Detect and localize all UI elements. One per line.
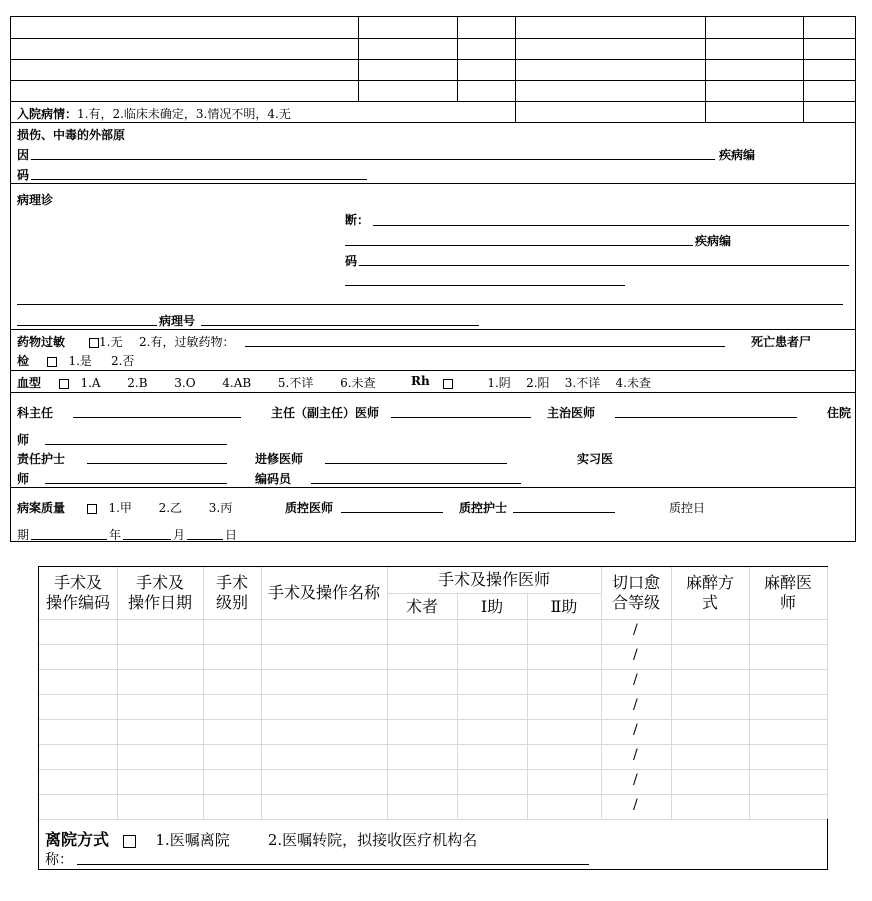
incision-slash[interactable]: / <box>633 797 638 813</box>
year-label: 年 <box>109 528 122 542</box>
incision-slash[interactable]: / <box>633 697 638 713</box>
qc-doctor-label: 质控医师 <box>285 501 334 515</box>
injury-code-label-2: 码 <box>17 168 30 182</box>
grid-line <box>11 80 855 81</box>
grid-line <box>39 619 827 620</box>
grid-line <box>515 17 516 122</box>
attending-field[interactable] <box>615 417 797 418</box>
intern-label-2: 师 <box>17 472 30 486</box>
checkbox-icon[interactable] <box>87 504 97 514</box>
grid-line <box>261 567 262 819</box>
discharge-label: 离院方式 <box>45 830 110 849</box>
incision-slash[interactable]: / <box>633 622 638 638</box>
nurse-label: 责任护士 <box>17 452 66 466</box>
attending-label: 主治医师 <box>547 406 596 420</box>
blood-options[interactable]: 1.A 2.B 3.O 4.AB 5.不详 6.未查 <box>59 374 376 391</box>
admission-label: 入院病情： <box>17 107 78 121</box>
grid-line <box>39 819 827 820</box>
nurse-field[interactable] <box>87 463 227 464</box>
grid-line <box>11 59 855 60</box>
incision-slash[interactable]: / <box>633 672 638 688</box>
trainee-field[interactable] <box>325 463 507 464</box>
pathology-code-field-2[interactable] <box>345 285 625 286</box>
pathology-code-field[interactable] <box>359 265 849 266</box>
allergy-opt1[interactable]: 1.无 <box>89 333 122 350</box>
rh-label: Rh <box>411 374 430 388</box>
section-divider <box>11 370 855 371</box>
allergy-label: 药物过敏 <box>17 335 66 349</box>
grid-line <box>527 593 528 819</box>
resident-field[interactable] <box>45 444 227 445</box>
incision-slash[interactable]: / <box>633 747 638 763</box>
discharge-opt2-cont: 称： <box>45 852 73 868</box>
pathology-code-label: 疾病编 <box>695 234 732 248</box>
pathology-label: 病理诊 <box>17 193 54 207</box>
incision-slash[interactable]: / <box>633 722 638 738</box>
grid-line <box>827 567 828 819</box>
pathology-diag-field-2[interactable] <box>345 245 693 246</box>
pathology-extra-field[interactable] <box>17 304 843 305</box>
header-surgeon: 术者 <box>405 597 438 616</box>
grid-line <box>39 719 827 720</box>
surgery-table <box>38 566 828 870</box>
blood-label: 血型 <box>17 376 42 390</box>
injury-code-label: 疾病编 <box>719 148 756 162</box>
header-code: 手术及 操作编码 <box>45 573 110 612</box>
pathology-number-field[interactable] <box>201 325 479 326</box>
trainee-label: 进修医师 <box>255 452 304 466</box>
resident-label: 住院 <box>827 406 852 420</box>
chief-field[interactable] <box>391 417 531 418</box>
date-prefix: 期 <box>17 528 30 542</box>
month-label: 月 <box>173 528 186 542</box>
header-name: 手术及操作名称 <box>267 583 380 602</box>
header-incision: 切口愈 合等级 <box>611 573 660 612</box>
header-assist2: Ⅱ助 <box>550 597 578 616</box>
injury-code-field[interactable] <box>31 179 367 180</box>
header-assist1: Ⅰ助 <box>480 597 504 616</box>
injury-cause-field[interactable] <box>31 159 715 160</box>
grid-line <box>358 17 359 101</box>
rh-options[interactable]: 1.阴 2.阳 3.不详 4.未查 <box>443 374 651 391</box>
day-field[interactable] <box>187 539 223 540</box>
incision-slash[interactable]: / <box>633 772 638 788</box>
discharge-opt2[interactable]: 2.医嘱转院，拟接收医疗机构名 <box>267 831 478 849</box>
day-label: 日 <box>225 528 238 542</box>
header-date: 手术及 操作日期 <box>127 573 192 612</box>
allergy-drug-field[interactable] <box>245 346 725 347</box>
grid-line <box>387 593 601 594</box>
injury-label-2: 因 <box>17 148 30 162</box>
header-level: 手术 级别 <box>215 573 248 612</box>
quality-label: 病案质量 <box>17 501 66 515</box>
year-field[interactable] <box>31 539 107 540</box>
intern-label: 实习医 <box>577 452 614 466</box>
header-doctor: 手术及操作医师 <box>437 570 550 589</box>
institution-field[interactable] <box>77 864 589 865</box>
grid-line <box>39 644 827 645</box>
intern-field[interactable] <box>45 483 227 484</box>
admission-row <box>17 105 291 122</box>
grid-line <box>11 38 855 39</box>
chief-label: 主任（副主任）医师 <box>271 406 380 420</box>
section-divider <box>11 487 855 488</box>
grid-line <box>11 122 855 123</box>
grid-line <box>457 17 458 101</box>
checkbox-icon[interactable] <box>47 357 57 367</box>
pathology-code-label-2: 码 <box>345 254 358 268</box>
resident-label-2: 师 <box>17 433 30 447</box>
allergy-opt2: 2.有，过敏药物： <box>139 335 235 349</box>
section-divider <box>11 329 855 330</box>
pathology-number-field-left[interactable] <box>17 325 157 326</box>
grid-line <box>803 17 804 122</box>
qc-date-label: 质控日 <box>669 501 706 515</box>
header-anesthesia: 麻醉方 式 <box>685 573 734 612</box>
quality-options[interactable]: 1.甲 2.乙 3.丙 <box>87 499 232 516</box>
medical-record-form <box>10 16 856 542</box>
grid-line <box>39 694 827 695</box>
autopsy-label-2: 检 <box>17 354 30 368</box>
pathology-number-label: 病理号 <box>159 314 196 328</box>
pathology-diag-field[interactable] <box>373 225 849 226</box>
admission-options: 1.有，2.临床未确定，3.情况不明，4.无 <box>77 107 291 121</box>
coder-field[interactable] <box>311 483 521 484</box>
director-label: 科主任 <box>17 406 54 420</box>
checkbox-icon[interactable] <box>443 379 453 389</box>
checkbox-icon[interactable] <box>89 338 99 348</box>
discharge-opt1[interactable]: 1.医嘱离院 <box>155 831 230 849</box>
pathology-diag-label: 断： <box>345 213 370 227</box>
section-divider <box>11 392 855 393</box>
incision-slash[interactable]: / <box>633 647 638 663</box>
qc-nurse-label: 质控护士 <box>459 501 508 515</box>
autopsy-options[interactable]: 1.是 2.否 <box>47 352 134 369</box>
director-field[interactable] <box>73 417 241 418</box>
autopsy-label: 死亡患者尸 <box>751 335 812 349</box>
header-anesthetist: 麻醉医 师 <box>763 573 812 612</box>
grid-line <box>39 669 827 670</box>
month-field[interactable] <box>123 539 171 540</box>
checkbox-icon[interactable] <box>59 379 69 389</box>
grid-line <box>39 794 827 795</box>
section-divider <box>11 183 855 184</box>
qc-doctor-field[interactable] <box>341 512 443 513</box>
coder-label: 编码员 <box>255 472 292 486</box>
discharge-row <box>45 827 477 850</box>
grid-line <box>39 744 827 745</box>
injury-label: 损伤、中毒的外部原 <box>17 128 126 142</box>
grid-line <box>11 101 855 102</box>
checkbox-icon[interactable] <box>123 835 136 848</box>
grid-line <box>457 593 458 819</box>
grid-line <box>705 17 706 122</box>
qc-nurse-field[interactable] <box>513 512 615 513</box>
grid-line <box>39 769 827 770</box>
